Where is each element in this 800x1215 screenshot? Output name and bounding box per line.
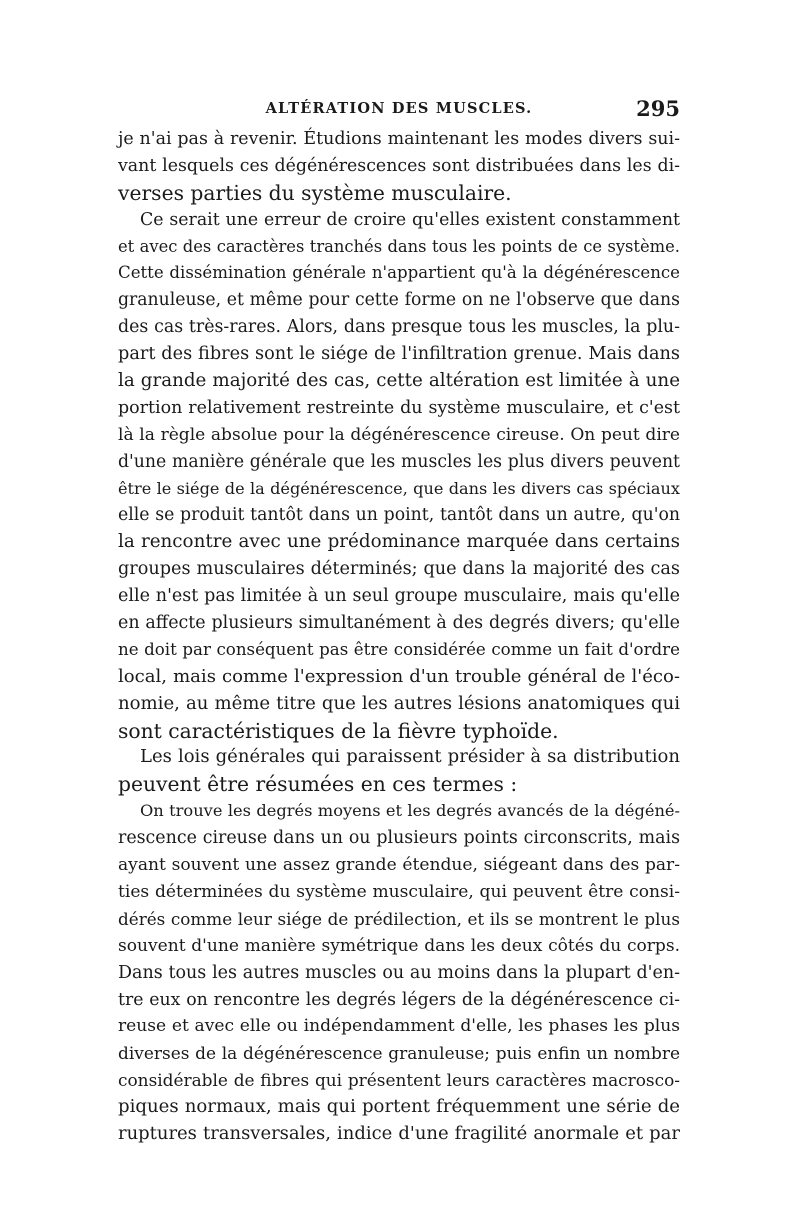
text-line: d'une manière générale que les muscles les plus divers peuvent xyxy=(118,451,680,472)
text-line: je n'ai pas à revenir. Étudions maintenant les modes divers sui- xyxy=(118,129,680,149)
text-line: tre eux on rencontre les degrés légers de la dégénérescence ci- xyxy=(118,989,680,1010)
text-line: elle se produit tantôt dans un point, tantôt dans un autre, qu'on xyxy=(118,505,680,526)
text-line: considérable de fibres qui présentent leurs caractères macrosco- xyxy=(118,1070,680,1091)
text-line: sont caractéristiques de la fièvre typhoïde. xyxy=(118,718,559,743)
text-line: ne doit par conséquent pas être considérée comme un fait d'ordre xyxy=(118,639,680,659)
text-line: piques normaux, mais qui portent fréquemment une série de xyxy=(118,1096,680,1118)
text-line: elle n'est pas limitée à un seul groupe musculaire, mais qu'elle xyxy=(118,586,680,607)
text-line: local, mais comme l'expression d'un trouble général de l'éco- xyxy=(118,665,680,687)
page-header xyxy=(118,96,680,122)
text-line: en affecte plusieurs simultanément à des degrés divers; qu'elle xyxy=(118,613,680,634)
text-line: ties déterminées du système musculaire, qui peuvent être consi- xyxy=(118,881,680,902)
text-line: et avec des caractères tranchés dans tous les points de ce système. xyxy=(118,236,680,256)
paragraph-first-line: Les lois générales qui paraissent présider à sa distribution xyxy=(140,746,680,768)
text-line: dérés comme leur siége de prédilection, et ils se montrent le plus xyxy=(118,908,680,929)
text-line: portion relativement restreinte du système musculaire, et c'est xyxy=(118,397,680,418)
text-line: être le siége de la dégénérescence, que dans les divers cas spéciaux xyxy=(118,478,680,498)
text-line: reuse et avec elle ou indépendamment d'elle, les phases les plus xyxy=(118,1016,680,1037)
text-line: nomie, au même titre que les autres lésions anatomiques qui xyxy=(118,692,680,714)
text-line: la grande majorité des cas, cette altération est limitée à une xyxy=(118,370,680,392)
text-line: rescence cireuse dans un ou plusieurs points circonscrits, mais xyxy=(118,828,680,849)
text-line: Cette dissémination générale n'appartient qu'à la dégénérescence xyxy=(118,263,680,283)
paragraph-first-line: On trouve les degrés moyens et les degrés avancés de la dégéné- xyxy=(140,801,680,821)
text-line: là la règle absolue pour la dégénérescence cireuse. On peut dire xyxy=(118,424,680,445)
text-line: groupes musculaires déterminés; que dans la majorité des cas xyxy=(118,559,680,580)
text-line: granuleuse, et même pour cette forme on ne l'observe que dans xyxy=(118,290,680,311)
text-line: ruptures transversales, indice d'une fragilité anormale et par xyxy=(118,1122,680,1144)
body-text xyxy=(118,126,680,1148)
text-line: souvent d'une manière symétrique dans les deux côtés du corps. xyxy=(118,935,680,956)
text-line: ayant souvent une assez grande étendue, siégeant dans des par- xyxy=(118,855,680,876)
text-line: verses parties du système musculaire. xyxy=(118,180,512,205)
paragraph-first-line: Ce serait une erreur de croire qu'elles existent constamment xyxy=(140,209,680,230)
text-line: la rencontre avec une prédominance marquée dans certains xyxy=(118,531,680,553)
text-line: Dans tous les autres muscles ou au moins dans la plupart d'en- xyxy=(118,962,680,983)
text-line: des cas très-rares. Alors, dans presque tous les muscles, la plu- xyxy=(118,317,680,338)
text-line: peuvent être résumées en ces termes : xyxy=(118,772,518,797)
page-number: 295 xyxy=(636,96,680,121)
running-title: ALTÉRATION DES MUSCLES. xyxy=(265,100,533,117)
text-line: vant lesquels ces dégénérescences sont distribuées dans les di- xyxy=(118,155,680,176)
text-line: part des fibres sont le siége de l'infiltration grenue. Mais dans xyxy=(118,344,680,365)
text-line: diverses de la dégénérescence granuleuse; puis enfin un nombre xyxy=(118,1043,680,1064)
